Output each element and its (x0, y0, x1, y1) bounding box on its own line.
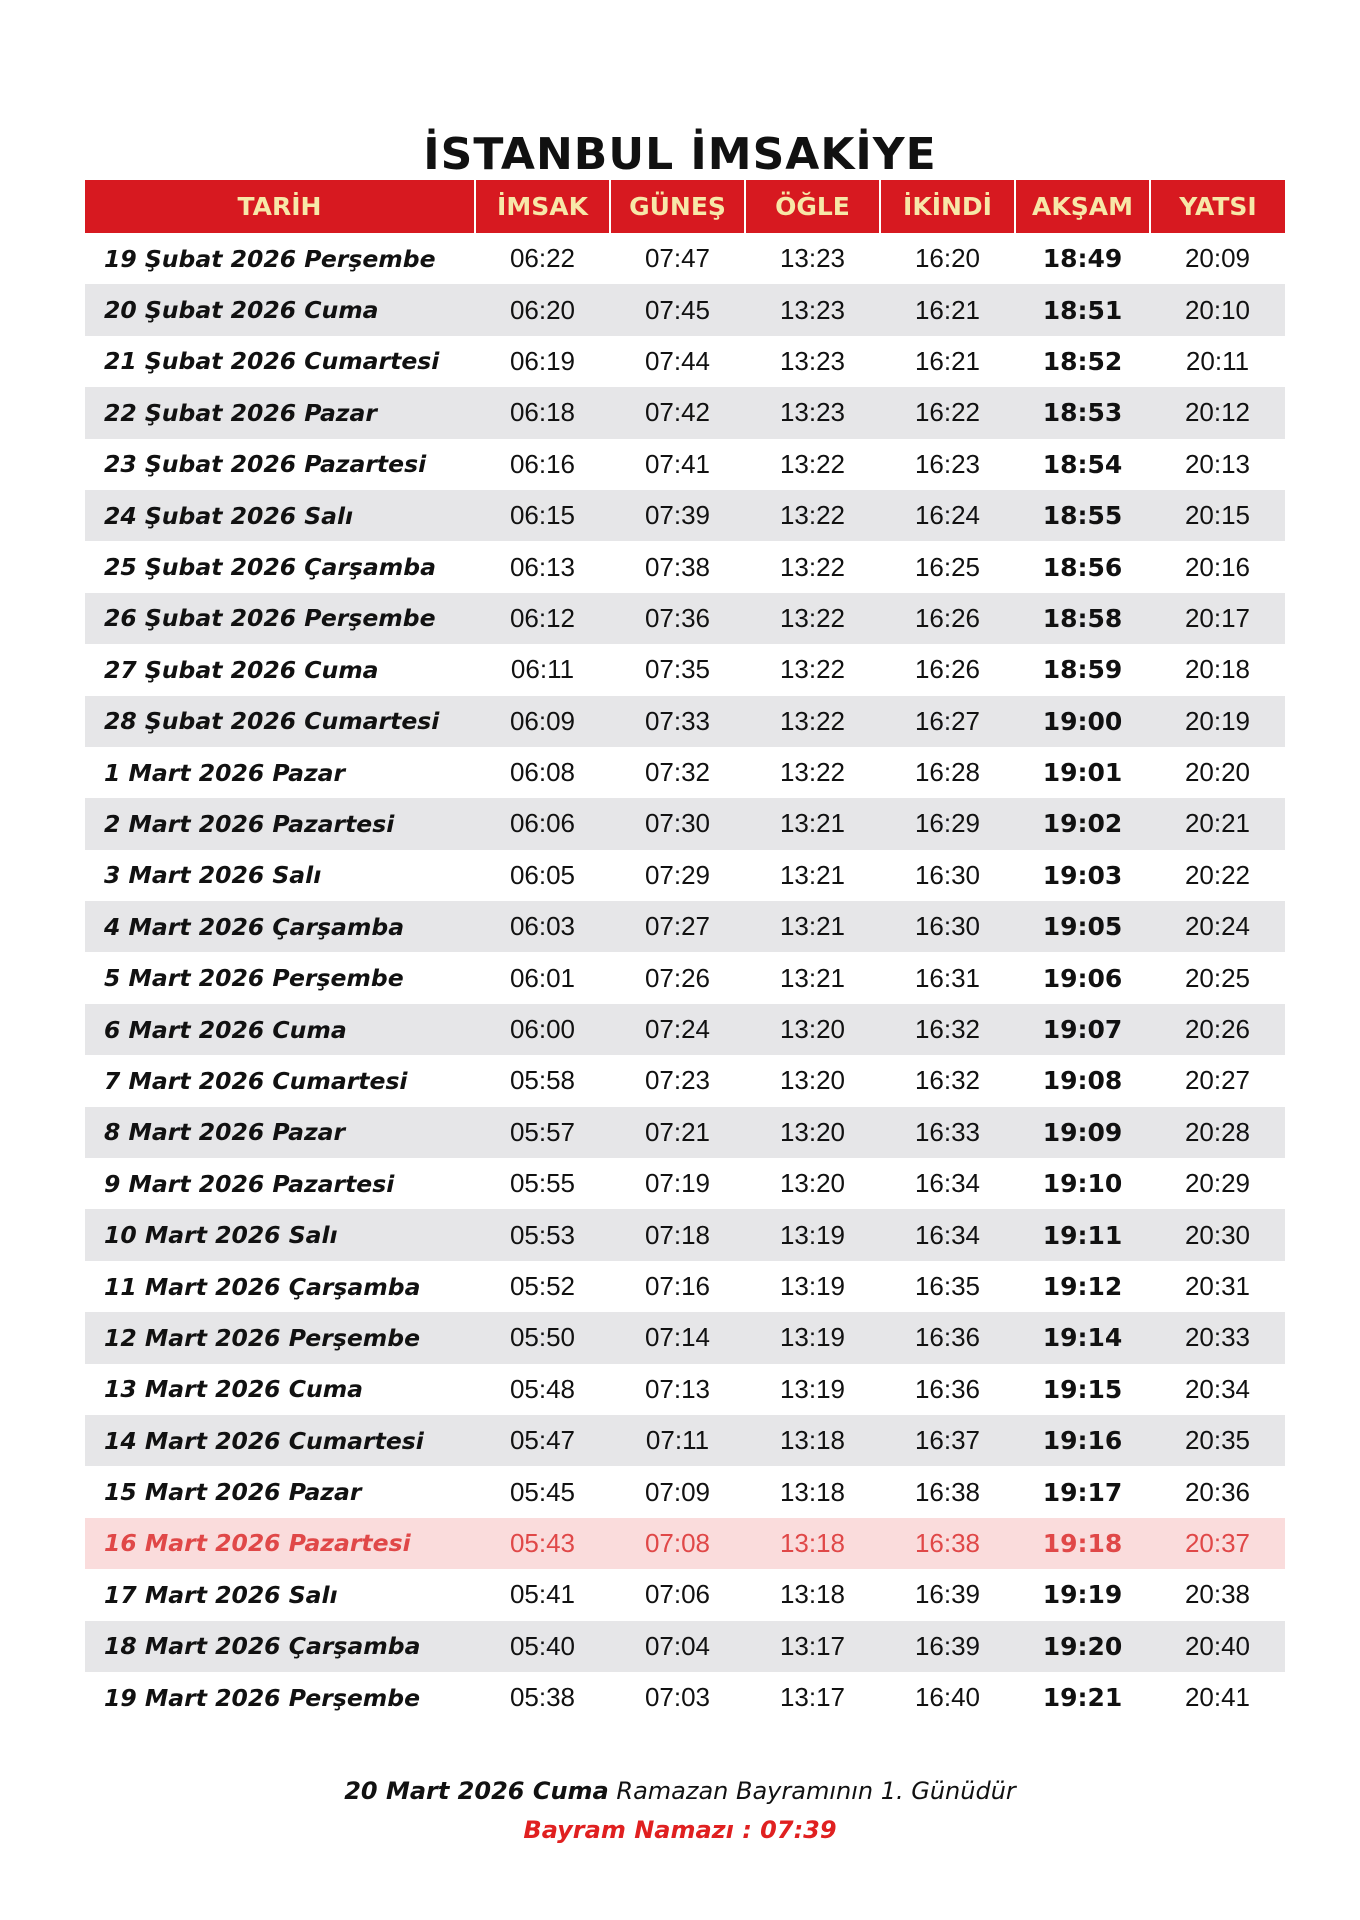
cell-date: 20 Şubat 2026 Cuma (104, 296, 379, 325)
table-row (85, 696, 1285, 747)
cell-ikindi: 16:38 (914, 1527, 981, 1558)
cell-aksam: 19:16 (1042, 1426, 1123, 1456)
cell-imsak: 06:13 (509, 551, 576, 582)
cell-ogle: 13:17 (779, 1630, 846, 1661)
table-row (85, 1107, 1285, 1158)
cell-ogle: 13:20 (779, 1168, 846, 1199)
cell-imsak: 06:11 (510, 654, 575, 685)
table-row (85, 952, 1285, 1003)
cell-gunes: 07:26 (644, 962, 711, 993)
table-row (85, 1004, 1285, 1055)
cell-date: 14 Mart 2026 Cumartesi (104, 1426, 424, 1455)
cell-ikindi: 16:30 (914, 859, 981, 890)
cell-imsak: 06:00 (509, 1014, 576, 1045)
cell-imsak: 05:53 (509, 1219, 576, 1250)
cell-ikindi: 16:21 (914, 294, 981, 325)
cell-yatsi: 20:12 (1184, 397, 1251, 428)
cell-ogle: 13:23 (779, 345, 846, 376)
cell-gunes: 07:06 (644, 1579, 711, 1610)
cell-gunes: 07:38 (644, 551, 711, 582)
cell-gunes: 07:36 (644, 602, 711, 633)
cell-aksam: 19:20 (1042, 1631, 1123, 1661)
table-row (85, 1364, 1285, 1415)
cell-date: 8 Mart 2026 Pazar (104, 1118, 346, 1147)
cell-yatsi: 20:18 (1184, 654, 1251, 685)
cell-yatsi: 20:34 (1184, 1373, 1251, 1404)
cell-yatsi: 20:36 (1184, 1476, 1251, 1507)
cell-ogle: 13:23 (779, 243, 846, 274)
cell-ikindi: 16:20 (914, 243, 981, 274)
cell-gunes: 07:44 (644, 345, 711, 376)
cell-ogle: 13:22 (779, 500, 846, 531)
cell-ogle: 13:21 (779, 808, 846, 839)
cell-gunes: 07:09 (644, 1476, 711, 1507)
cell-imsak: 05:41 (509, 1579, 576, 1610)
header-imsak: İMSAK (475, 180, 610, 233)
cell-imsak: 06:12 (509, 602, 576, 633)
cell-gunes: 07:47 (644, 243, 711, 274)
cell-ogle: 13:19 (779, 1219, 846, 1250)
cell-gunes: 07:27 (644, 911, 711, 942)
cell-date: 16 Mart 2026 Pazartesi (104, 1529, 411, 1558)
cell-ogle: 13:21 (779, 962, 846, 993)
cell-date: 4 Mart 2026 Çarşamba (104, 912, 405, 941)
cell-aksam: 19:01 (1042, 758, 1123, 788)
table-row (85, 387, 1285, 438)
cell-gunes: 07:45 (644, 294, 711, 325)
cell-ogle: 13:22 (779, 448, 846, 479)
table-row (85, 1415, 1285, 1466)
cell-gunes: 07:41 (644, 448, 711, 479)
bayram-note (0, 1777, 1360, 1805)
cell-imsak: 06:22 (509, 243, 576, 274)
cell-yatsi: 20:38 (1184, 1579, 1251, 1610)
cell-ikindi: 16:24 (914, 500, 981, 531)
cell-imsak: 05:45 (509, 1476, 576, 1507)
cell-yatsi: 20:31 (1184, 1271, 1251, 1301)
cell-ikindi: 16:32 (914, 1065, 981, 1096)
cell-ikindi: 16:28 (914, 757, 981, 788)
cell-yatsi: 20:10 (1184, 294, 1251, 325)
cell-date: 17 Mart 2026 Salı (104, 1580, 338, 1609)
cell-aksam: 19:21 (1042, 1683, 1123, 1713)
cell-aksam: 18:55 (1042, 501, 1123, 531)
cell-imsak: 05:47 (509, 1425, 576, 1456)
cell-ikindi: 16:26 (914, 654, 981, 685)
cell-date: 27 Şubat 2026 Cuma (104, 655, 379, 684)
cell-imsak: 06:16 (509, 448, 576, 479)
cell-ikindi: 16:35 (914, 1271, 981, 1301)
cell-gunes: 07:04 (644, 1630, 711, 1661)
cell-date: 13 Mart 2026 Cuma (104, 1375, 364, 1404)
cell-ogle: 13:18 (779, 1579, 846, 1610)
cell-ikindi: 16:30 (914, 911, 981, 942)
cell-yatsi: 20:13 (1184, 448, 1251, 479)
cell-ikindi: 16:25 (914, 551, 981, 582)
table-row (85, 747, 1285, 798)
table-row (85, 336, 1285, 387)
cell-date: 5 Mart 2026 Perşembe (104, 964, 404, 993)
table-row (85, 1158, 1285, 1209)
cell-aksam: 19:05 (1042, 912, 1123, 942)
cell-ikindi: 16:40 (914, 1682, 981, 1713)
cell-date: 3 Mart 2026 Salı (104, 861, 322, 890)
table-row (85, 593, 1285, 644)
cell-yatsi: 20:27 (1184, 1065, 1251, 1096)
cell-ikindi: 16:39 (914, 1579, 981, 1610)
cell-date: 1 Mart 2026 Pazar (104, 758, 346, 787)
cell-aksam: 19:07 (1042, 1015, 1123, 1045)
cell-ikindi: 16:27 (914, 705, 981, 736)
cell-gunes: 07:39 (644, 500, 711, 531)
cell-yatsi: 20:30 (1184, 1219, 1251, 1250)
cell-gunes: 07:32 (644, 757, 711, 788)
cell-ogle: 13:22 (779, 757, 846, 788)
bayram-namazi: Bayram Namazı : 07:39 (523, 1816, 837, 1844)
cell-ogle: 13:20 (779, 1116, 846, 1147)
cell-gunes: 07:42 (644, 397, 711, 428)
cell-ogle: 13:22 (779, 602, 846, 633)
cell-gunes: 07:13 (644, 1373, 711, 1404)
cell-ogle: 13:20 (779, 1014, 846, 1045)
table-row (85, 284, 1285, 335)
cell-date: 19 Mart 2026 Perşembe (104, 1683, 421, 1712)
cell-imsak: 05:43 (509, 1527, 576, 1558)
cell-ogle: 13:21 (779, 859, 846, 890)
cell-ogle: 13:19 (779, 1373, 846, 1404)
cell-ikindi: 16:31 (914, 962, 981, 993)
cell-aksam: 19:15 (1042, 1374, 1123, 1404)
table-row (85, 1055, 1285, 1106)
cell-gunes: 07:21 (644, 1116, 711, 1147)
cell-ikindi: 16:29 (914, 808, 981, 839)
cell-imsak: 06:03 (509, 911, 576, 942)
cell-yatsi: 20:33 (1184, 1322, 1251, 1353)
cell-yatsi: 20:21 (1184, 808, 1251, 839)
cell-gunes: 07:23 (644, 1065, 711, 1096)
table-row (85, 644, 1285, 695)
cell-imsak: 06:20 (509, 294, 576, 325)
cell-ogle: 13:21 (779, 911, 846, 942)
cell-ogle: 13:22 (779, 654, 846, 685)
table-row (85, 1569, 1285, 1620)
cell-imsak: 06:01 (509, 962, 576, 993)
cell-yatsi: 20:22 (1184, 859, 1251, 890)
cell-gunes: 07:29 (644, 859, 711, 890)
cell-ogle: 13:19 (779, 1322, 846, 1353)
cell-yatsi: 20:35 (1184, 1425, 1251, 1456)
cell-gunes: 07:24 (644, 1014, 711, 1045)
cell-yatsi: 20:40 (1184, 1630, 1251, 1661)
cell-aksam: 19:02 (1042, 809, 1123, 839)
cell-date: 6 Mart 2026 Cuma (104, 1015, 347, 1044)
cell-yatsi: 20:17 (1184, 602, 1251, 633)
table-row (85, 798, 1285, 849)
cell-aksam: 18:56 (1042, 552, 1123, 582)
cell-aksam: 18:51 (1042, 295, 1123, 325)
cell-date: 15 Mart 2026 Pazar (104, 1478, 362, 1507)
cell-ogle: 13:18 (779, 1476, 846, 1507)
cell-imsak: 05:58 (509, 1065, 576, 1096)
cell-aksam: 18:49 (1042, 244, 1123, 274)
cell-yatsi: 20:37 (1184, 1527, 1251, 1558)
cell-gunes: 07:08 (644, 1527, 711, 1558)
cell-aksam: 19:03 (1042, 860, 1123, 890)
cell-imsak: 05:40 (509, 1630, 576, 1661)
cell-aksam: 18:52 (1042, 346, 1123, 376)
cell-yatsi: 20:41 (1184, 1682, 1251, 1713)
cell-date: 23 Şubat 2026 Pazartesi (104, 450, 427, 479)
cell-date: 10 Mart 2026 Salı (104, 1221, 338, 1250)
cell-ikindi: 16:26 (914, 602, 981, 633)
cell-date: 9 Mart 2026 Pazartesi (104, 1169, 395, 1198)
cell-gunes: 07:35 (644, 654, 711, 685)
cell-gunes: 07:33 (644, 705, 711, 736)
cell-ikindi: 16:21 (914, 345, 981, 376)
cell-ikindi: 16:37 (914, 1425, 981, 1456)
table-row (85, 1312, 1285, 1363)
cell-aksam: 19:18 (1042, 1528, 1123, 1558)
cell-imsak: 06:18 (509, 397, 576, 428)
cell-yatsi: 20:29 (1184, 1168, 1251, 1199)
cell-imsak: 06:15 (509, 500, 576, 531)
table-row (85, 1209, 1285, 1260)
cell-ikindi: 16:32 (914, 1014, 981, 1045)
cell-yatsi: 20:26 (1184, 1014, 1251, 1045)
cell-imsak: 05:38 (509, 1682, 576, 1713)
cell-ogle: 13:18 (779, 1425, 846, 1456)
table-row (85, 1621, 1285, 1672)
cell-aksam: 19:17 (1042, 1477, 1123, 1507)
cell-aksam: 18:53 (1042, 398, 1123, 428)
cell-aksam: 19:10 (1042, 1169, 1123, 1199)
cell-ikindi: 16:36 (914, 1373, 981, 1404)
cell-date: 21 Şubat 2026 Cumartesi (104, 347, 440, 376)
bayram-text: Ramazan Bayramının 1. Günüdür (616, 1777, 1016, 1805)
page-title: İSTANBUL İMSAKİYE (423, 129, 937, 181)
cell-aksam: 19:09 (1042, 1117, 1123, 1147)
cell-aksam: 19:06 (1042, 963, 1123, 993)
cell-ikindi: 16:34 (914, 1168, 981, 1199)
cell-gunes: 07:03 (644, 1682, 711, 1713)
cell-date: 22 Şubat 2026 Pazar (104, 398, 377, 427)
cell-imsak: 05:57 (509, 1116, 576, 1147)
table-row (85, 490, 1285, 541)
cell-yatsi: 20:20 (1184, 757, 1251, 788)
header-ikindi: İKİNDİ (880, 180, 1015, 233)
table-row (85, 850, 1285, 901)
table-row (85, 1466, 1285, 1517)
table-row (85, 541, 1285, 592)
cell-imsak: 06:09 (509, 705, 576, 736)
cell-date: 28 Şubat 2026 Cumartesi (104, 707, 440, 736)
cell-date: 25 Şubat 2026 Çarşamba (104, 553, 436, 582)
cell-gunes: 07:16 (644, 1271, 711, 1301)
cell-ikindi: 16:38 (914, 1476, 981, 1507)
table-row (85, 1261, 1285, 1312)
table-header-row (85, 180, 1285, 233)
cell-ikindi: 16:22 (914, 397, 981, 428)
table-row (85, 1518, 1285, 1569)
cell-imsak: 06:08 (509, 757, 576, 788)
cell-gunes: 07:11 (645, 1425, 710, 1456)
cell-imsak: 06:06 (509, 808, 576, 839)
cell-ogle: 13:18 (779, 1527, 846, 1558)
cell-imsak: 05:52 (509, 1271, 576, 1301)
cell-ogle: 13:17 (779, 1682, 846, 1713)
cell-aksam: 18:59 (1042, 655, 1123, 685)
cell-gunes: 07:30 (644, 808, 711, 839)
cell-aksam: 19:11 (1042, 1220, 1123, 1250)
cell-date: 24 Şubat 2026 Salı (104, 501, 354, 530)
cell-ikindi: 16:33 (914, 1116, 981, 1147)
header-aksam: AKŞAM (1015, 180, 1150, 233)
cell-yatsi: 20:28 (1184, 1116, 1251, 1147)
cell-date: 7 Mart 2026 Cumartesi (104, 1066, 408, 1095)
cell-yatsi: 20:24 (1184, 911, 1251, 942)
header-ogle: ÖĞLE (745, 180, 880, 233)
cell-ogle: 13:22 (779, 551, 846, 582)
table-row (85, 901, 1285, 952)
cell-date: 19 Şubat 2026 Perşembe (104, 244, 436, 273)
cell-date: 26 Şubat 2026 Perşembe (104, 604, 436, 633)
cell-ikindi: 16:39 (914, 1630, 981, 1661)
cell-ogle: 13:20 (779, 1065, 846, 1096)
cell-ikindi: 16:23 (914, 448, 981, 479)
cell-aksam: 19:00 (1042, 706, 1123, 736)
cell-ogle: 13:23 (779, 294, 846, 325)
cell-date: 2 Mart 2026 Pazartesi (104, 809, 395, 838)
cell-aksam: 18:54 (1042, 449, 1123, 479)
cell-aksam: 19:12 (1042, 1272, 1123, 1301)
imsakiye-table (85, 180, 1285, 1723)
cell-yatsi: 20:16 (1184, 551, 1251, 582)
cell-aksam: 18:58 (1042, 603, 1123, 633)
cell-imsak: 06:19 (509, 345, 576, 376)
cell-date: 11 Mart 2026 Çarşamba (104, 1272, 421, 1301)
cell-aksam: 19:19 (1042, 1580, 1123, 1610)
cell-yatsi: 20:25 (1184, 962, 1251, 993)
table-row (85, 1672, 1285, 1723)
cell-imsak: 06:05 (509, 859, 576, 890)
cell-ikindi: 16:36 (914, 1322, 981, 1353)
header-yatsi: YATSI (1150, 180, 1285, 233)
cell-ogle: 13:23 (779, 397, 846, 428)
cell-date: 18 Mart 2026 Çarşamba (104, 1632, 421, 1661)
cell-yatsi: 20:15 (1184, 500, 1251, 531)
cell-aksam: 19:14 (1042, 1323, 1123, 1353)
cell-ogle: 13:19 (779, 1271, 846, 1301)
header-tarih: TARİH (85, 180, 475, 233)
header-gunes: GÜNEŞ (610, 180, 745, 233)
cell-imsak: 05:48 (509, 1373, 576, 1404)
cell-gunes: 07:19 (644, 1168, 711, 1199)
cell-yatsi: 20:19 (1184, 705, 1251, 736)
table-row (85, 233, 1285, 284)
cell-date: 12 Mart 2026 Perşembe (104, 1323, 421, 1352)
table-body (85, 233, 1285, 1723)
cell-ikindi: 16:34 (914, 1219, 981, 1250)
cell-aksam: 19:08 (1042, 1066, 1123, 1096)
table-row (85, 439, 1285, 490)
cell-gunes: 07:18 (644, 1219, 711, 1250)
cell-ogle: 13:22 (779, 705, 846, 736)
cell-gunes: 07:14 (644, 1322, 711, 1353)
bayram-date: 20 Mart 2026 Cuma (344, 1777, 609, 1805)
cell-yatsi: 20:11 (1185, 345, 1250, 376)
cell-imsak: 05:55 (509, 1168, 576, 1199)
cell-imsak: 05:50 (509, 1322, 576, 1353)
cell-yatsi: 20:09 (1184, 243, 1251, 274)
